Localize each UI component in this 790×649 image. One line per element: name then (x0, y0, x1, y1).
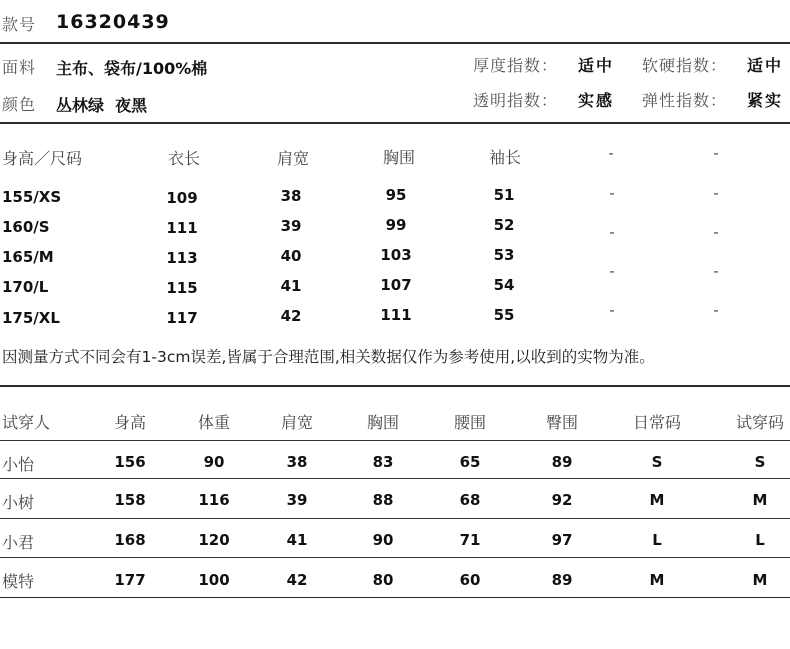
tryon-cell: 116 (198, 491, 230, 509)
tryon-cell: 68 (459, 491, 481, 509)
softness-label: 软硬指数： (642, 56, 728, 75)
tryon-cell: 90 (372, 531, 394, 549)
tryon-cell: 90 (203, 453, 225, 471)
size-cell: 53 (493, 246, 515, 264)
softness-value: 适中 (747, 56, 784, 75)
size-cell: 54 (493, 276, 515, 294)
size-cell: - (609, 225, 615, 241)
tryon-cell: 83 (372, 453, 394, 471)
size-header-blank: - (713, 146, 719, 162)
style-number-label: 款号 (2, 15, 37, 34)
row-divider (0, 440, 790, 441)
transparency-label: 透明指数： (473, 91, 559, 110)
size-header-height-size: 身高／尺码 (2, 149, 83, 168)
tryon-header: 肩宽 (280, 413, 314, 432)
row-divider (0, 557, 790, 558)
size-cell: - (713, 225, 719, 241)
size-cell: 99 (385, 216, 407, 234)
fabric-value: 主布、袋布/100%棉 (56, 59, 208, 78)
size-header-sleeve: 袖长 (488, 148, 522, 167)
divider (0, 385, 790, 387)
tryon-name: 小君 (2, 533, 35, 552)
row-divider (0, 478, 790, 479)
tryon-name: 小怡 (2, 455, 35, 474)
size-cell: 39 (280, 217, 302, 235)
tryon-cell: 71 (459, 531, 481, 549)
size-cell: 111 (380, 306, 412, 324)
size-cell: 41 (280, 277, 302, 295)
size-cell: 111 (166, 219, 198, 237)
size-cell: 165/M (2, 248, 54, 266)
size-cell: 52 (493, 216, 515, 234)
size-header-chest: 胸围 (382, 148, 416, 167)
tryon-cell: M (649, 571, 665, 589)
tryon-cell: 120 (198, 531, 230, 549)
elasticity-label: 弹性指数： (642, 91, 728, 110)
size-cell: 95 (385, 186, 407, 204)
size-cell: - (713, 264, 719, 280)
tryon-cell: 39 (286, 491, 308, 509)
tryon-header: 胸围 (366, 413, 400, 432)
tryon-cell: 168 (114, 531, 146, 549)
tryon-cell: 65 (459, 453, 481, 471)
tryon-cell: 89 (551, 571, 573, 589)
size-header-blank: - (608, 146, 614, 162)
size-cell: 113 (166, 249, 198, 267)
size-cell: - (609, 186, 615, 202)
size-cell: 109 (166, 189, 198, 207)
row-divider (0, 597, 790, 598)
tryon-cell: 41 (286, 531, 308, 549)
size-cell: 117 (166, 309, 198, 327)
fabric-label: 面料 (2, 58, 37, 77)
tryon-cell: L (652, 531, 662, 549)
size-header-shoulder: 肩宽 (276, 149, 310, 168)
divider (0, 42, 790, 44)
tryon-header: 日常码 (632, 413, 682, 432)
tryon-header: 试穿码 (735, 413, 785, 432)
tryon-name: 小树 (2, 493, 35, 512)
size-cell: 42 (280, 307, 302, 325)
size-cell: 155/XS (2, 188, 62, 206)
tryon-cell: 60 (459, 571, 481, 589)
size-cell: 51 (493, 186, 515, 204)
tryon-header: 体重 (197, 413, 231, 432)
size-cell: 160/S (2, 218, 50, 236)
tryon-header: 臀围 (545, 413, 579, 432)
row-divider (0, 518, 790, 519)
thickness-label: 厚度指数： (473, 56, 559, 75)
size-cell: 115 (166, 279, 198, 297)
tryon-header: 腰围 (453, 413, 487, 432)
tryon-cell: M (752, 571, 768, 589)
tryon-cell: 177 (114, 571, 146, 589)
tryon-cell: 158 (114, 491, 146, 509)
size-cell: - (713, 186, 719, 202)
tryon-cell: M (649, 491, 665, 509)
color-label: 颜色 (2, 95, 37, 114)
tryon-cell: 100 (198, 571, 230, 589)
style-number: 16320439 (56, 11, 170, 33)
size-cell: 170/L (2, 278, 49, 296)
elasticity-value: 紧实 (747, 91, 784, 110)
size-header-length: 衣长 (167, 149, 201, 168)
tryon-cell: S (754, 453, 766, 471)
tryon-cell: 97 (551, 531, 573, 549)
thickness-value: 适中 (578, 56, 615, 75)
size-cell: 103 (380, 246, 412, 264)
size-cell: 40 (280, 247, 302, 265)
size-cell: 55 (493, 306, 515, 324)
tryon-cell: 80 (372, 571, 394, 589)
tryon-header: 试穿人 (2, 413, 51, 432)
tryon-cell: L (755, 531, 765, 549)
tryon-cell: 42 (286, 571, 308, 589)
tryon-cell: 38 (286, 453, 308, 471)
transparency-value: 实感 (578, 91, 615, 110)
tryon-cell: 88 (372, 491, 394, 509)
tryon-cell: 156 (114, 453, 146, 471)
size-cell: - (609, 264, 615, 280)
tryon-cell: 92 (551, 491, 573, 509)
tryon-cell: S (651, 453, 663, 471)
divider (0, 122, 790, 124)
tryon-header: 身高 (113, 413, 147, 432)
tryon-cell: 89 (551, 453, 573, 471)
tryon-cell: M (752, 491, 768, 509)
size-cell: 107 (380, 276, 412, 294)
measurement-note: 因测量方式不同会有1-3cm误差,皆属于合理范围,相关数据仅作为参考使用,以收到的实物为准。 (2, 348, 655, 366)
size-cell: 175/XL (2, 309, 60, 327)
size-cell: 38 (280, 187, 302, 205)
size-cell: - (713, 303, 719, 319)
tryon-name: 模特 (2, 572, 35, 591)
size-cell: - (609, 303, 615, 319)
color-value: 丛林绿 夜黑 (56, 96, 148, 115)
